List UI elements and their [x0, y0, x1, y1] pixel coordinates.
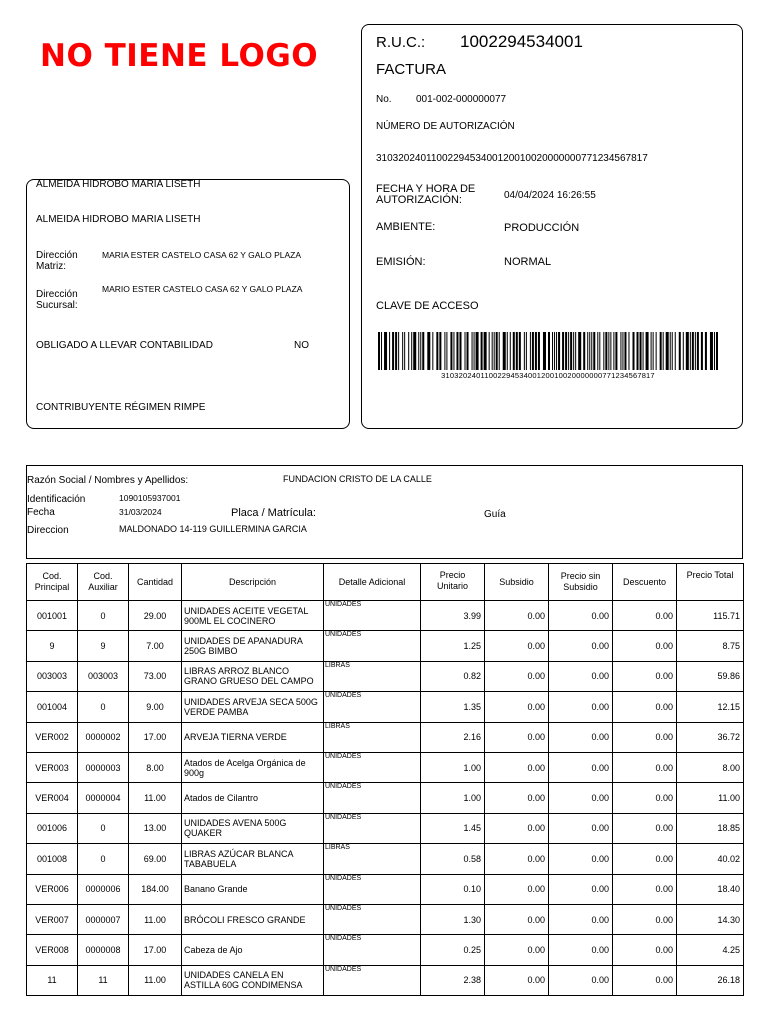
cell-subsidio: 0.00 [485, 874, 549, 904]
cell-subsidio: 0.00 [485, 844, 549, 874]
cell-cod-auxiliar: 0000002 [78, 722, 129, 752]
items-table-header [27, 564, 744, 601]
cell-precio-unitario: 1.00 [421, 783, 485, 813]
cell-detalle-adicional: UNIDADES [324, 935, 421, 965]
cell-cod-auxiliar: 0 [78, 844, 129, 874]
issue-date-label: Fecha [27, 507, 55, 518]
table-row [27, 874, 744, 904]
description-line1: Atados de Acelga Orgánica de [184, 757, 306, 768]
description-line2: TABABUELA [184, 858, 237, 869]
cell-cod-principal: VER002 [27, 722, 78, 752]
header-descuento: Descuento [613, 564, 677, 601]
branch-address-label-line1: Dirección [36, 289, 78, 300]
header-cantidad: Cantidad [129, 564, 182, 601]
cell-cod-auxiliar: 0 [78, 813, 129, 843]
table-row [27, 813, 744, 843]
cell-precio-total: 26.18 [677, 965, 744, 995]
description-line1: BRÓCOLI FRESCO GRANDE [184, 914, 306, 925]
cell-subsidio: 0.00 [485, 904, 549, 934]
buyer-address-label: Direccion [27, 525, 69, 536]
description-line2: 900ML EL COCINERO [184, 615, 276, 626]
cell-precio-unitario: 1.25 [421, 631, 485, 661]
cell-descripcion [182, 904, 324, 934]
cell-detalle-adicional: LIBRAS [324, 844, 421, 874]
cell-detalle-adicional: LIBRAS [324, 722, 421, 752]
cell-subsidio: 0.00 [485, 752, 549, 782]
cell-descripcion [182, 601, 324, 631]
environment-label: AMBIENTE: [376, 221, 436, 233]
cell-precio-unitario: 3.99 [421, 601, 485, 631]
authorization-number: 3103202401100229453400120010020000000771234567817 [376, 153, 648, 164]
cell-cantidad: 7.00 [129, 631, 182, 661]
cell-cod-principal: VER008 [27, 935, 78, 965]
invoice-number: 001-002-000000077 [416, 94, 507, 105]
cell-cod-auxiliar: 0 [78, 601, 129, 631]
cell-descripcion [182, 813, 324, 843]
access-key-label: CLAVE DE ACCESO [376, 300, 479, 312]
cell-precio-total: 8.75 [677, 631, 744, 661]
description-line1: UNIDADES CANELA EN [184, 970, 284, 981]
cell-cod-auxiliar: 0000007 [78, 904, 129, 934]
cell-precio-total: 18.85 [677, 813, 744, 843]
cell-detalle-adicional: UNIDADES [324, 965, 421, 995]
cell-subsidio: 0.00 [485, 813, 549, 843]
cell-precio-unitario: 1.35 [421, 692, 485, 722]
cell-precio-total: 11.00 [677, 783, 744, 813]
regime-label: CONTRIBUYENTE RÉGIMEN RIMPE [36, 402, 206, 413]
cell-descripcion [182, 631, 324, 661]
cell-cod-auxiliar: 0000006 [78, 874, 129, 904]
emission-value: NORMAL [504, 256, 552, 268]
header-precio-total: Precio Total [677, 564, 744, 601]
description-line1: Cabeza de Ajo [184, 944, 243, 955]
cell-descuento: 0.00 [613, 783, 677, 813]
accounting-value: NO [294, 340, 309, 351]
cell-precio-sin-subsidio: 0.00 [549, 752, 613, 782]
description-line1: LIBRAS AZÚCAR BLANCA [184, 848, 294, 859]
cell-detalle-adicional: UNIDADES [324, 874, 421, 904]
cell-precio-total: 8.00 [677, 752, 744, 782]
cell-precio-sin-subsidio: 0.00 [549, 783, 613, 813]
cell-descuento: 0.00 [613, 752, 677, 782]
cell-cod-principal: 001001 [27, 601, 78, 631]
cell-precio-sin-subsidio: 0.00 [549, 965, 613, 995]
cell-cod-principal: 9 [27, 631, 78, 661]
cell-precio-sin-subsidio: 0.00 [549, 813, 613, 843]
header-subsidio: Subsidio [485, 564, 549, 601]
cell-precio-sin-subsidio: 0.00 [549, 601, 613, 631]
description-line1: UNIDADES AVENA 500G [184, 818, 287, 829]
cell-cantidad: 8.00 [129, 752, 182, 782]
cell-precio-sin-subsidio: 0.00 [549, 935, 613, 965]
cell-subsidio: 0.00 [485, 783, 549, 813]
cell-precio-sin-subsidio: 0.00 [549, 904, 613, 934]
description-line1: UNIDADES DE APANADURA [184, 636, 303, 647]
header-cod-principal: Cod. Principal [27, 564, 78, 601]
buyer-name: FUNDACION CRISTO DE LA CALLE [283, 474, 432, 484]
header-detalle-adicional: Detalle Adicional [324, 564, 421, 601]
table-row [27, 783, 744, 813]
cell-descripcion [182, 661, 324, 691]
cell-precio-total: 36.72 [677, 722, 744, 752]
cell-descuento: 0.00 [613, 601, 677, 631]
ruc-label: R.U.C.: [376, 34, 426, 51]
access-key-barcode [378, 332, 718, 370]
cell-cod-principal: 001006 [27, 813, 78, 843]
items-table [26, 563, 744, 996]
table-row [27, 844, 744, 874]
cell-subsidio: 0.00 [485, 601, 549, 631]
description-line2: VERDE PAMBA [184, 706, 249, 717]
cell-cod-auxiliar: 0000004 [78, 783, 129, 813]
logo-placeholder-text: NO TIENE LOGO [40, 38, 319, 74]
cell-precio-total: 40.02 [677, 844, 744, 874]
issue-date: 31/03/2024 [119, 507, 162, 517]
header-precio-sin-subsidio: Precio sin Subsidio [549, 564, 613, 601]
cell-precio-sin-subsidio: 0.00 [549, 874, 613, 904]
cell-descripcion [182, 874, 324, 904]
cell-cod-auxiliar: 9 [78, 631, 129, 661]
cell-descripcion [182, 722, 324, 752]
buyer-id-label: Identificación [27, 494, 86, 505]
cell-detalle-adicional: UNIDADES [324, 631, 421, 661]
cell-subsidio: 0.00 [485, 661, 549, 691]
cell-precio-total: 59.86 [677, 661, 744, 691]
cell-precio-unitario: 0.25 [421, 935, 485, 965]
cell-descuento: 0.00 [613, 874, 677, 904]
cell-detalle-adicional: UNIDADES [324, 904, 421, 934]
description-line2: GRANO GRUESO DEL CAMPO [184, 676, 314, 687]
cell-precio-total: 4.25 [677, 935, 744, 965]
cell-subsidio: 0.00 [485, 965, 549, 995]
cell-cod-principal: VER007 [27, 904, 78, 934]
cell-precio-sin-subsidio: 0.00 [549, 661, 613, 691]
cell-precio-sin-subsidio: 0.00 [549, 692, 613, 722]
cell-detalle-adicional: LIBRAS [324, 661, 421, 691]
cell-descripcion [182, 935, 324, 965]
environment-value: PRODUCCIÓN [504, 222, 580, 234]
cell-cantidad: 11.00 [129, 783, 182, 813]
branch-address-label-line2: Sucursal: [36, 300, 78, 311]
plate-label: Placa / Matrícula: [231, 507, 316, 519]
invoice-number-label: No. [376, 94, 392, 105]
cell-descuento: 0.00 [613, 722, 677, 752]
cell-cod-principal: VER004 [27, 783, 78, 813]
authorization-date: 04/04/2024 16:26:55 [504, 190, 596, 201]
cell-descripcion [182, 692, 324, 722]
cell-cantidad: 17.00 [129, 722, 182, 752]
authorization-label: NÚMERO DE AUTORIZACIÓN [376, 121, 515, 132]
cell-precio-sin-subsidio: 0.00 [549, 631, 613, 661]
cell-cantidad: 29.00 [129, 601, 182, 631]
description-line1: UNIDADES ARVEJA SECA 500G [184, 696, 318, 707]
cell-descuento: 0.00 [613, 965, 677, 995]
table-row [27, 661, 744, 691]
table-row [27, 631, 744, 661]
cell-descuento: 0.00 [613, 661, 677, 691]
cell-cantidad: 184.00 [129, 874, 182, 904]
branch-address: MARIO ESTER CASTELO CASA 62 Y GALO PLAZA [102, 284, 303, 294]
cell-precio-sin-subsidio: 0.00 [549, 844, 613, 874]
cell-descuento: 0.00 [613, 904, 677, 934]
description-line1: UNIDADES ACEITE VEGETAL [184, 605, 309, 616]
cell-descuento: 0.00 [613, 813, 677, 843]
emitter-trade-name: ALMEIDA HIDROBO MARIA LISETH [36, 214, 201, 225]
guide-label: Guía [484, 509, 506, 520]
matrix-address: MARIA ESTER CASTELO CASA 62 Y GALO PLAZA [102, 250, 302, 260]
cell-precio-total: 18.40 [677, 874, 744, 904]
emission-label: EMISIÓN: [376, 256, 426, 268]
cell-precio-unitario: 0.82 [421, 661, 485, 691]
cell-detalle-adicional: UNIDADES [324, 783, 421, 813]
description-line1: Atados de Cilantro [184, 793, 259, 804]
ruc-number: 1002294534001 [460, 32, 583, 51]
cell-cod-principal: 001008 [27, 844, 78, 874]
cell-cod-principal: 003003 [27, 661, 78, 691]
cell-descuento: 0.00 [613, 631, 677, 661]
table-row [27, 935, 744, 965]
cell-detalle-adicional: UNIDADES [324, 813, 421, 843]
cell-precio-total: 12.15 [677, 692, 744, 722]
emitter-business-name: ALMEIDA HIDROBO MARIA LISETH [36, 179, 201, 190]
table-row [27, 904, 744, 934]
accounting-label: OBLIGADO A LLEVAR CONTABILIDAD [36, 340, 213, 351]
cell-cod-auxiliar: 0 [78, 692, 129, 722]
cell-precio-unitario: 2.38 [421, 965, 485, 995]
description-line1: LIBRAS ARROZ BLANCO [184, 666, 290, 677]
table-row [27, 752, 744, 782]
header-precio-unitario: Precio Unitario [421, 564, 485, 601]
cell-descripcion [182, 752, 324, 782]
cell-precio-total: 14.30 [677, 904, 744, 934]
cell-precio-total: 115.71 [677, 601, 744, 631]
buyer-id: 1090105937001 [119, 493, 181, 503]
barcode-caption: 3103202401100229453400120010020000000771234567817 [441, 371, 655, 380]
cell-subsidio: 0.00 [485, 692, 549, 722]
cell-descuento: 0.00 [613, 844, 677, 874]
matrix-address-label-line2: Matriz: [36, 261, 66, 272]
cell-cantidad: 11.00 [129, 965, 182, 995]
matrix-address-label-line1: Dirección [36, 250, 78, 261]
authorization-date-label-line1: FECHA Y HORA DE [376, 183, 476, 195]
cell-cod-auxiliar: 11 [78, 965, 129, 995]
description-line1: ARVEJA TIERNA VERDE [184, 732, 287, 743]
cell-descripcion [182, 783, 324, 813]
cell-descuento: 0.00 [613, 692, 677, 722]
header-descripcion: Descripción [182, 564, 324, 601]
header-cod-auxiliar: Cod. Auxiliar [78, 564, 129, 601]
buyer-name-label: Razón Social / Nombres y Apellidos: [27, 475, 189, 486]
cell-detalle-adicional: UNIDADES [324, 692, 421, 722]
cell-precio-unitario: 1.45 [421, 813, 485, 843]
cell-cod-auxiliar: 003003 [78, 661, 129, 691]
description-line2: ASTILLA 60G CONDIMENSA [184, 980, 303, 991]
cell-cod-auxiliar: 0000008 [78, 935, 129, 965]
cell-cod-auxiliar: 0000003 [78, 752, 129, 782]
cell-precio-unitario: 1.30 [421, 904, 485, 934]
cell-precio-unitario: 0.10 [421, 874, 485, 904]
cell-cantidad: 11.00 [129, 904, 182, 934]
table-row [27, 722, 744, 752]
cell-cod-principal: VER003 [27, 752, 78, 782]
cell-descuento: 0.00 [613, 935, 677, 965]
buyer-address: MALDONADO 14-119 GUILLERMINA GARCIA [119, 524, 307, 534]
cell-precio-unitario: 2.16 [421, 722, 485, 752]
cell-cantidad: 13.00 [129, 813, 182, 843]
cell-precio-sin-subsidio: 0.00 [549, 722, 613, 752]
cell-cod-principal: VER006 [27, 874, 78, 904]
document-type: FACTURA [376, 61, 447, 78]
cell-descripcion [182, 965, 324, 995]
cell-cod-principal: 001004 [27, 692, 78, 722]
authorization-date-label-line2: AUTORIZACIÓN: [376, 194, 462, 206]
cell-cod-principal: 11 [27, 965, 78, 995]
description-line2: 900g [184, 767, 205, 778]
cell-detalle-adicional: UNIDADES [324, 752, 421, 782]
table-row [27, 965, 744, 995]
cell-cantidad: 17.00 [129, 935, 182, 965]
cell-detalle-adicional: UNIDADES [324, 601, 421, 631]
cell-cantidad: 69.00 [129, 844, 182, 874]
description-line1: Banano Grande [184, 884, 248, 895]
cell-precio-unitario: 0.58 [421, 844, 485, 874]
cell-subsidio: 0.00 [485, 631, 549, 661]
cell-cantidad: 73.00 [129, 661, 182, 691]
cell-subsidio: 0.00 [485, 722, 549, 752]
cell-cantidad: 9.00 [129, 692, 182, 722]
description-line2: QUAKER [184, 828, 223, 839]
table-row [27, 601, 744, 631]
description-line2: 250G BIMBO [184, 646, 238, 657]
cell-precio-unitario: 1.00 [421, 752, 485, 782]
cell-subsidio: 0.00 [485, 935, 549, 965]
table-row [27, 692, 744, 722]
cell-descripcion [182, 844, 324, 874]
